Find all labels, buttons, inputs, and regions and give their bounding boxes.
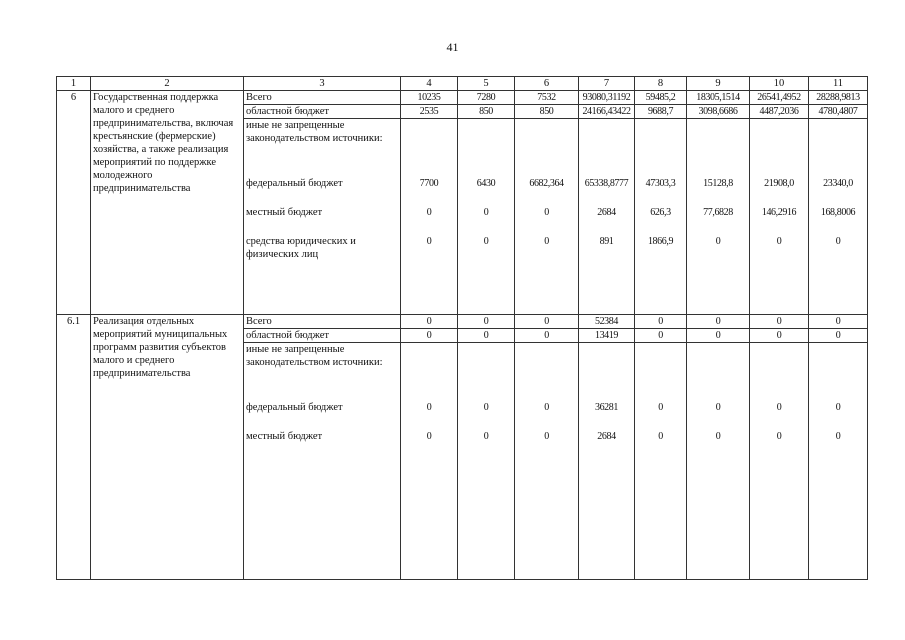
- value-cell: 0: [658, 402, 663, 413]
- col-header: 1: [57, 77, 91, 91]
- value-cell: 47303,3: [645, 178, 676, 189]
- source-label: местный бюджет: [246, 207, 323, 218]
- table-row: [57, 315, 868, 329]
- value-cell: 0: [544, 431, 549, 442]
- value-cell: 93080,31192: [579, 91, 635, 105]
- value-cell: 7532: [515, 91, 579, 105]
- value-cell: 0: [750, 329, 809, 343]
- col-header: 4: [401, 77, 458, 91]
- sources-cell: [244, 119, 401, 315]
- value-cell: 0: [426, 402, 432, 413]
- col-header: 8: [635, 77, 687, 91]
- source-label: федеральный бюджет: [246, 402, 343, 413]
- value-cell: 0: [401, 315, 458, 329]
- column-header-row: [57, 77, 868, 91]
- value-cell: 0: [515, 315, 579, 329]
- value-column: [635, 119, 687, 315]
- value-cell: 4487,2036: [750, 105, 809, 119]
- value-cell: 0: [483, 207, 489, 218]
- value-cell: 0: [776, 431, 782, 442]
- col-header: 11: [809, 77, 868, 91]
- value-column: [579, 343, 635, 580]
- source-label: местный бюджет: [246, 431, 323, 442]
- source-label: Всего: [244, 315, 401, 329]
- value-column: [579, 119, 635, 315]
- col-header: 7: [579, 77, 635, 91]
- other-sources-label: иные не запрещенные законодательством источники:: [246, 344, 383, 368]
- other-sources-label: иные не запрещенные законодательством источники:: [246, 120, 383, 144]
- value-cell: 13419: [579, 329, 635, 343]
- value-cell: 0: [515, 329, 579, 343]
- value-column: [515, 343, 579, 580]
- value-column: [809, 119, 868, 315]
- value-cell: 1866,9: [647, 236, 674, 247]
- value-column: [401, 119, 458, 315]
- value-column: [809, 343, 868, 580]
- value-cell: 2684: [597, 431, 616, 442]
- section-number: 6.1: [57, 315, 91, 580]
- value-cell: 0: [426, 207, 432, 218]
- value-column: [458, 119, 515, 315]
- source-label: федеральный бюджет: [246, 178, 343, 189]
- value-cell: 0: [776, 236, 782, 247]
- value-cell: 2684: [597, 207, 616, 218]
- value-cell: 891: [599, 236, 614, 247]
- value-cell: 28288,9813: [809, 91, 868, 105]
- value-cell: 7280: [458, 91, 515, 105]
- value-cell: 0: [635, 329, 687, 343]
- value-cell: 626,3: [650, 207, 671, 218]
- value-cell: 0: [776, 402, 782, 413]
- value-cell: 0: [483, 431, 489, 442]
- table-row: [57, 91, 868, 105]
- value-cell: 0: [544, 207, 549, 218]
- budget-table: [56, 76, 868, 580]
- value-cell: 168,8006: [820, 207, 856, 218]
- value-cell: 0: [750, 315, 809, 329]
- value-cell: 36281: [594, 402, 618, 413]
- value-cell: 0: [458, 329, 515, 343]
- value-cell: 9688,7: [635, 105, 687, 119]
- value-cell: 24166,43422: [579, 105, 635, 119]
- value-cell: 0: [426, 431, 432, 442]
- col-header: 10: [750, 77, 809, 91]
- value-column: [750, 343, 809, 580]
- value-cell: 0: [715, 236, 721, 247]
- value-cell: 0: [544, 402, 549, 413]
- value-cell: 59485,2: [635, 91, 687, 105]
- section-number: 6: [57, 91, 91, 315]
- value-cell: 23340,0: [823, 178, 853, 189]
- col-header: 3: [244, 77, 401, 91]
- value-column: [458, 343, 515, 580]
- value-cell: 0: [401, 329, 458, 343]
- value-cell: 3098,6686: [687, 105, 750, 119]
- value-cell: 0: [658, 431, 663, 442]
- value-cell: 6682,364: [529, 178, 564, 189]
- value-cell: 0: [687, 329, 750, 343]
- value-cell: 65338,8777: [584, 178, 629, 189]
- value-cell: 6430: [476, 178, 496, 189]
- value-cell: 7700: [419, 178, 439, 189]
- value-column: [687, 119, 750, 315]
- section-title: Государственная поддержка малого и среднего предпринимательства, включая крестьянские (фермерские) хозяйства, а также реализация мероприятий по поддержке молодежного предпринимательства: [91, 91, 244, 315]
- value-cell: 10235: [401, 91, 458, 105]
- value-cell: 0: [483, 402, 489, 413]
- value-column: [401, 343, 458, 580]
- value-cell: 0: [687, 315, 750, 329]
- value-cell: 26541,4952: [750, 91, 809, 105]
- value-cell: 4780,4807: [809, 105, 868, 119]
- value-cell: 0: [715, 402, 721, 413]
- col-header: 9: [687, 77, 750, 91]
- sources-cell: [244, 343, 401, 580]
- source-label: средства юридических и физических лиц: [246, 236, 356, 260]
- value-cell: 0: [835, 431, 841, 442]
- value-cell: 15128,8: [703, 178, 733, 189]
- value-column: [687, 343, 750, 580]
- value-cell: 0: [835, 402, 841, 413]
- value-cell: 21908,0: [764, 178, 794, 189]
- value-cell: 146,2916: [761, 207, 797, 218]
- value-cell: 850: [515, 105, 579, 119]
- source-label: областной бюджет: [244, 105, 401, 119]
- value-cell: 18305,1514: [687, 91, 750, 105]
- value-cell: 0: [835, 236, 841, 247]
- value-cell: 0: [635, 315, 687, 329]
- source-label: Всего: [244, 91, 401, 105]
- value-cell: 77,6828: [703, 207, 733, 218]
- value-cell: 0: [458, 315, 515, 329]
- col-header: 5: [458, 77, 515, 91]
- value-cell: 0: [544, 236, 549, 247]
- value-cell: 52384: [579, 315, 635, 329]
- value-cell: 0: [715, 431, 721, 442]
- value-column: [750, 119, 809, 315]
- value-cell: 0: [809, 315, 868, 329]
- value-cell: 2535: [401, 105, 458, 119]
- value-cell: 0: [483, 236, 489, 247]
- col-header: 6: [515, 77, 579, 91]
- section-title: Реализация отдельных мероприятий муниципальных программ развития субъектов малого и среднего предпринимательства: [91, 315, 244, 580]
- value-cell: 0: [809, 329, 868, 343]
- value-column: [635, 343, 687, 580]
- col-header: 2: [91, 77, 244, 91]
- page-number: 41: [446, 40, 459, 54]
- value-cell: 850: [458, 105, 515, 119]
- value-cell: 0: [426, 236, 432, 247]
- source-label: областной бюджет: [244, 329, 401, 343]
- value-column: [515, 119, 579, 315]
